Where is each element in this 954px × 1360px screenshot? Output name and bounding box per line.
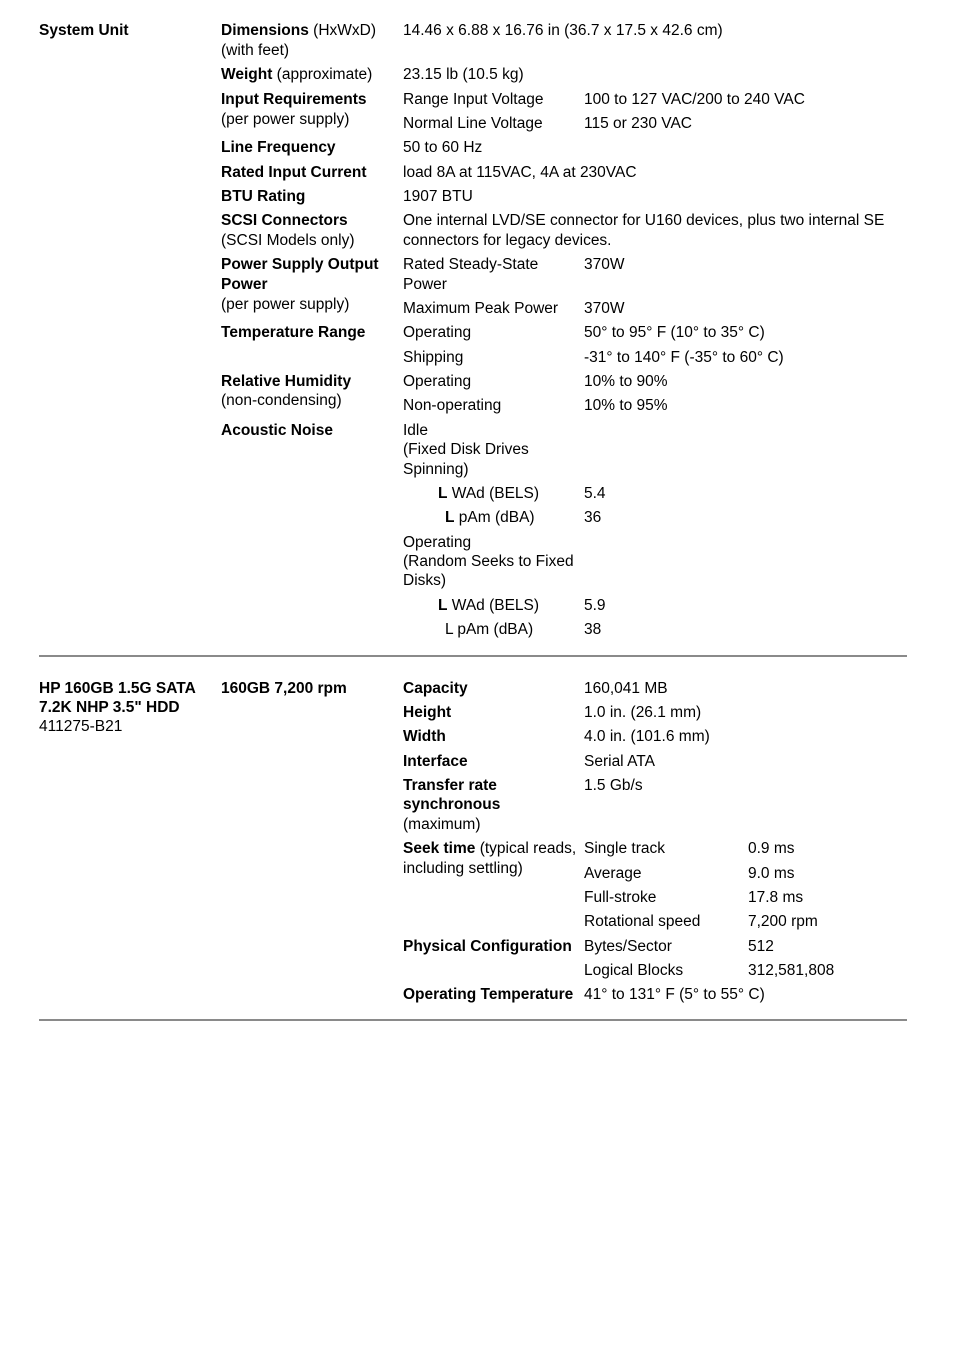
humidity-row-name: Non-operating [403, 397, 502, 414]
temperature-range-label: Temperature Range [221, 324, 366, 341]
input-requirements-label: Input Requirements [221, 91, 367, 108]
relative-humidity-label: Relative Humidity [221, 373, 352, 390]
acoustic-metric-name: L WAd (BELS) [438, 597, 540, 614]
power-row-value: 370W [584, 300, 625, 317]
seek-row-value: 0.9 ms [748, 840, 795, 857]
acoustic-noise-label: Acoustic Noise [221, 422, 333, 439]
power-supply-output-label: Power Supply Output [221, 256, 379, 273]
dimensions-label: Dimensions (HxWxD) [221, 22, 377, 39]
hdd-model: 160GB 7,200 rpm [221, 680, 347, 697]
physical-configuration-label: Physical Configuration [403, 938, 572, 955]
acoustic-metric-name: L WAd (BELS) [438, 485, 540, 502]
input-row-value: 115 or 230 VAC [584, 115, 692, 132]
acoustic-metric-name: L pAm (dBA) [445, 621, 534, 638]
acoustic-operating-note-cont: Disks) [403, 572, 447, 589]
capacity-label: Capacity [403, 680, 468, 697]
acoustic-metric-value: 5.4 [584, 485, 606, 502]
acoustic-operating-heading: Operating [403, 534, 472, 551]
interface-value: Serial ATA [584, 753, 655, 770]
height-value: 1.0 in. (26.1 mm) [584, 704, 702, 721]
seek-row-value: 17.8 ms [748, 889, 804, 906]
height-label: Height [403, 704, 452, 721]
humidity-row-value: 10% to 90% [584, 373, 668, 390]
acoustic-idle-note-cont: Spinning) [403, 461, 469, 478]
seek-time-note: including settling) [403, 860, 523, 877]
seek-row-name: Single track [584, 840, 665, 857]
acoustic-operating-note: (Random Seeks to Fixed [403, 553, 574, 570]
physical-row-value: 512 [748, 938, 774, 955]
humidity-row-name: Operating [403, 373, 472, 390]
physical-row-value: 312,581,808 [748, 962, 835, 979]
line-frequency-value: 50 to 60 Hz [403, 139, 483, 156]
btu-rating-label: BTU Rating [221, 188, 306, 205]
seek-row-value: 7,200 rpm [748, 913, 818, 930]
transfer-rate-label-cont: synchronous [403, 796, 501, 813]
width-label: Width [403, 728, 446, 745]
width-value: 4.0 in. (101.6 mm) [584, 728, 710, 745]
input-row-name: Normal Line Voltage [403, 115, 543, 132]
hdd-title: HP 160GB 1.5G SATA [39, 680, 196, 697]
section-divider [39, 655, 907, 657]
capacity-value: 160,041 MB [584, 680, 668, 697]
acoustic-metric-value: 36 [584, 509, 602, 526]
scsi-connectors-note: (SCSI Models only) [221, 232, 355, 249]
seek-row-name: Rotational speed [584, 913, 701, 930]
acoustic-metric-value: 5.9 [584, 597, 606, 614]
power-supply-output-label-cont: Power [221, 276, 268, 293]
power-row-value: 370W [584, 256, 625, 273]
temperature-row-name: Shipping [403, 349, 464, 366]
temperature-row-value: 50° to 95° F (10° to 35° C) [584, 324, 765, 341]
acoustic-metric-value: 38 [584, 621, 602, 638]
input-row-name: Range Input Voltage [403, 91, 544, 108]
acoustic-metric-name: L pAm (dBA) [445, 509, 535, 526]
temperature-row-name: Operating [403, 324, 472, 341]
input-requirements-note: (per power supply) [221, 111, 350, 128]
weight-value: 23.15 lb (10.5 kg) [403, 66, 524, 83]
line-frequency-label: Line Frequency [221, 139, 336, 156]
operating-temperature-value: 41° to 131° F (5° to 55° C) [584, 986, 765, 1003]
dimensions-value: 14.46 x 6.88 x 16.76 in (36.7 x 17.5 x 42.6 cm) [403, 22, 723, 39]
acoustic-idle-heading: Idle [403, 422, 428, 439]
power-row-name: Maximum Peak Power [403, 300, 559, 317]
input-row-value: 100 to 127 VAC/200 to 240 VAC [584, 91, 805, 108]
transfer-rate-value: 1.5 Gb/s [584, 777, 643, 794]
scsi-connectors-value: One internal LVD/SE connector for U160 devices, plus two internal SE [403, 212, 885, 229]
humidity-row-value: 10% to 95% [584, 397, 668, 414]
power-row-name: Rated Steady-State [403, 256, 539, 273]
section-divider [39, 1019, 907, 1021]
rated-input-current-label: Rated Input Current [221, 164, 367, 181]
relative-humidity-note: (non-condensing) [221, 392, 342, 409]
dimensions-label-note: (with feet) [221, 42, 290, 59]
hdd-part-number: 411275-B21 [39, 718, 123, 735]
interface-label: Interface [403, 753, 468, 770]
seek-row-value: 9.0 ms [748, 865, 795, 882]
transfer-rate-label: Transfer rate [403, 777, 497, 794]
transfer-rate-note: (maximum) [403, 816, 481, 833]
physical-row-name: Logical Blocks [584, 962, 684, 979]
hdd-title-cont: 7.2K NHP 3.5" HDD [39, 699, 180, 716]
acoustic-idle-note: (Fixed Disk Drives [403, 441, 529, 458]
scsi-connectors-value-cont: connectors for legacy devices. [403, 232, 612, 249]
operating-temperature-label: Operating Temperature [403, 986, 574, 1003]
btu-rating-value: 1907 BTU [403, 188, 473, 205]
section-title: System Unit [39, 22, 129, 39]
temperature-row-value: -31° to 140° F (-35° to 60° C) [584, 349, 784, 366]
power-row-name-cont: Power [403, 276, 447, 293]
weight-label: Weight (approximate) [221, 66, 373, 83]
seek-time-label: Seek time (typical reads, [403, 840, 577, 857]
seek-row-name: Average [584, 865, 642, 882]
seek-row-name: Full-stroke [584, 889, 657, 906]
physical-row-name: Bytes/Sector [584, 938, 672, 955]
scsi-connectors-label: SCSI Connectors [221, 212, 348, 229]
power-supply-output-note: (per power supply) [221, 296, 350, 313]
rated-input-current-value: load 8A at 115VAC, 4A at 230VAC [403, 164, 637, 181]
